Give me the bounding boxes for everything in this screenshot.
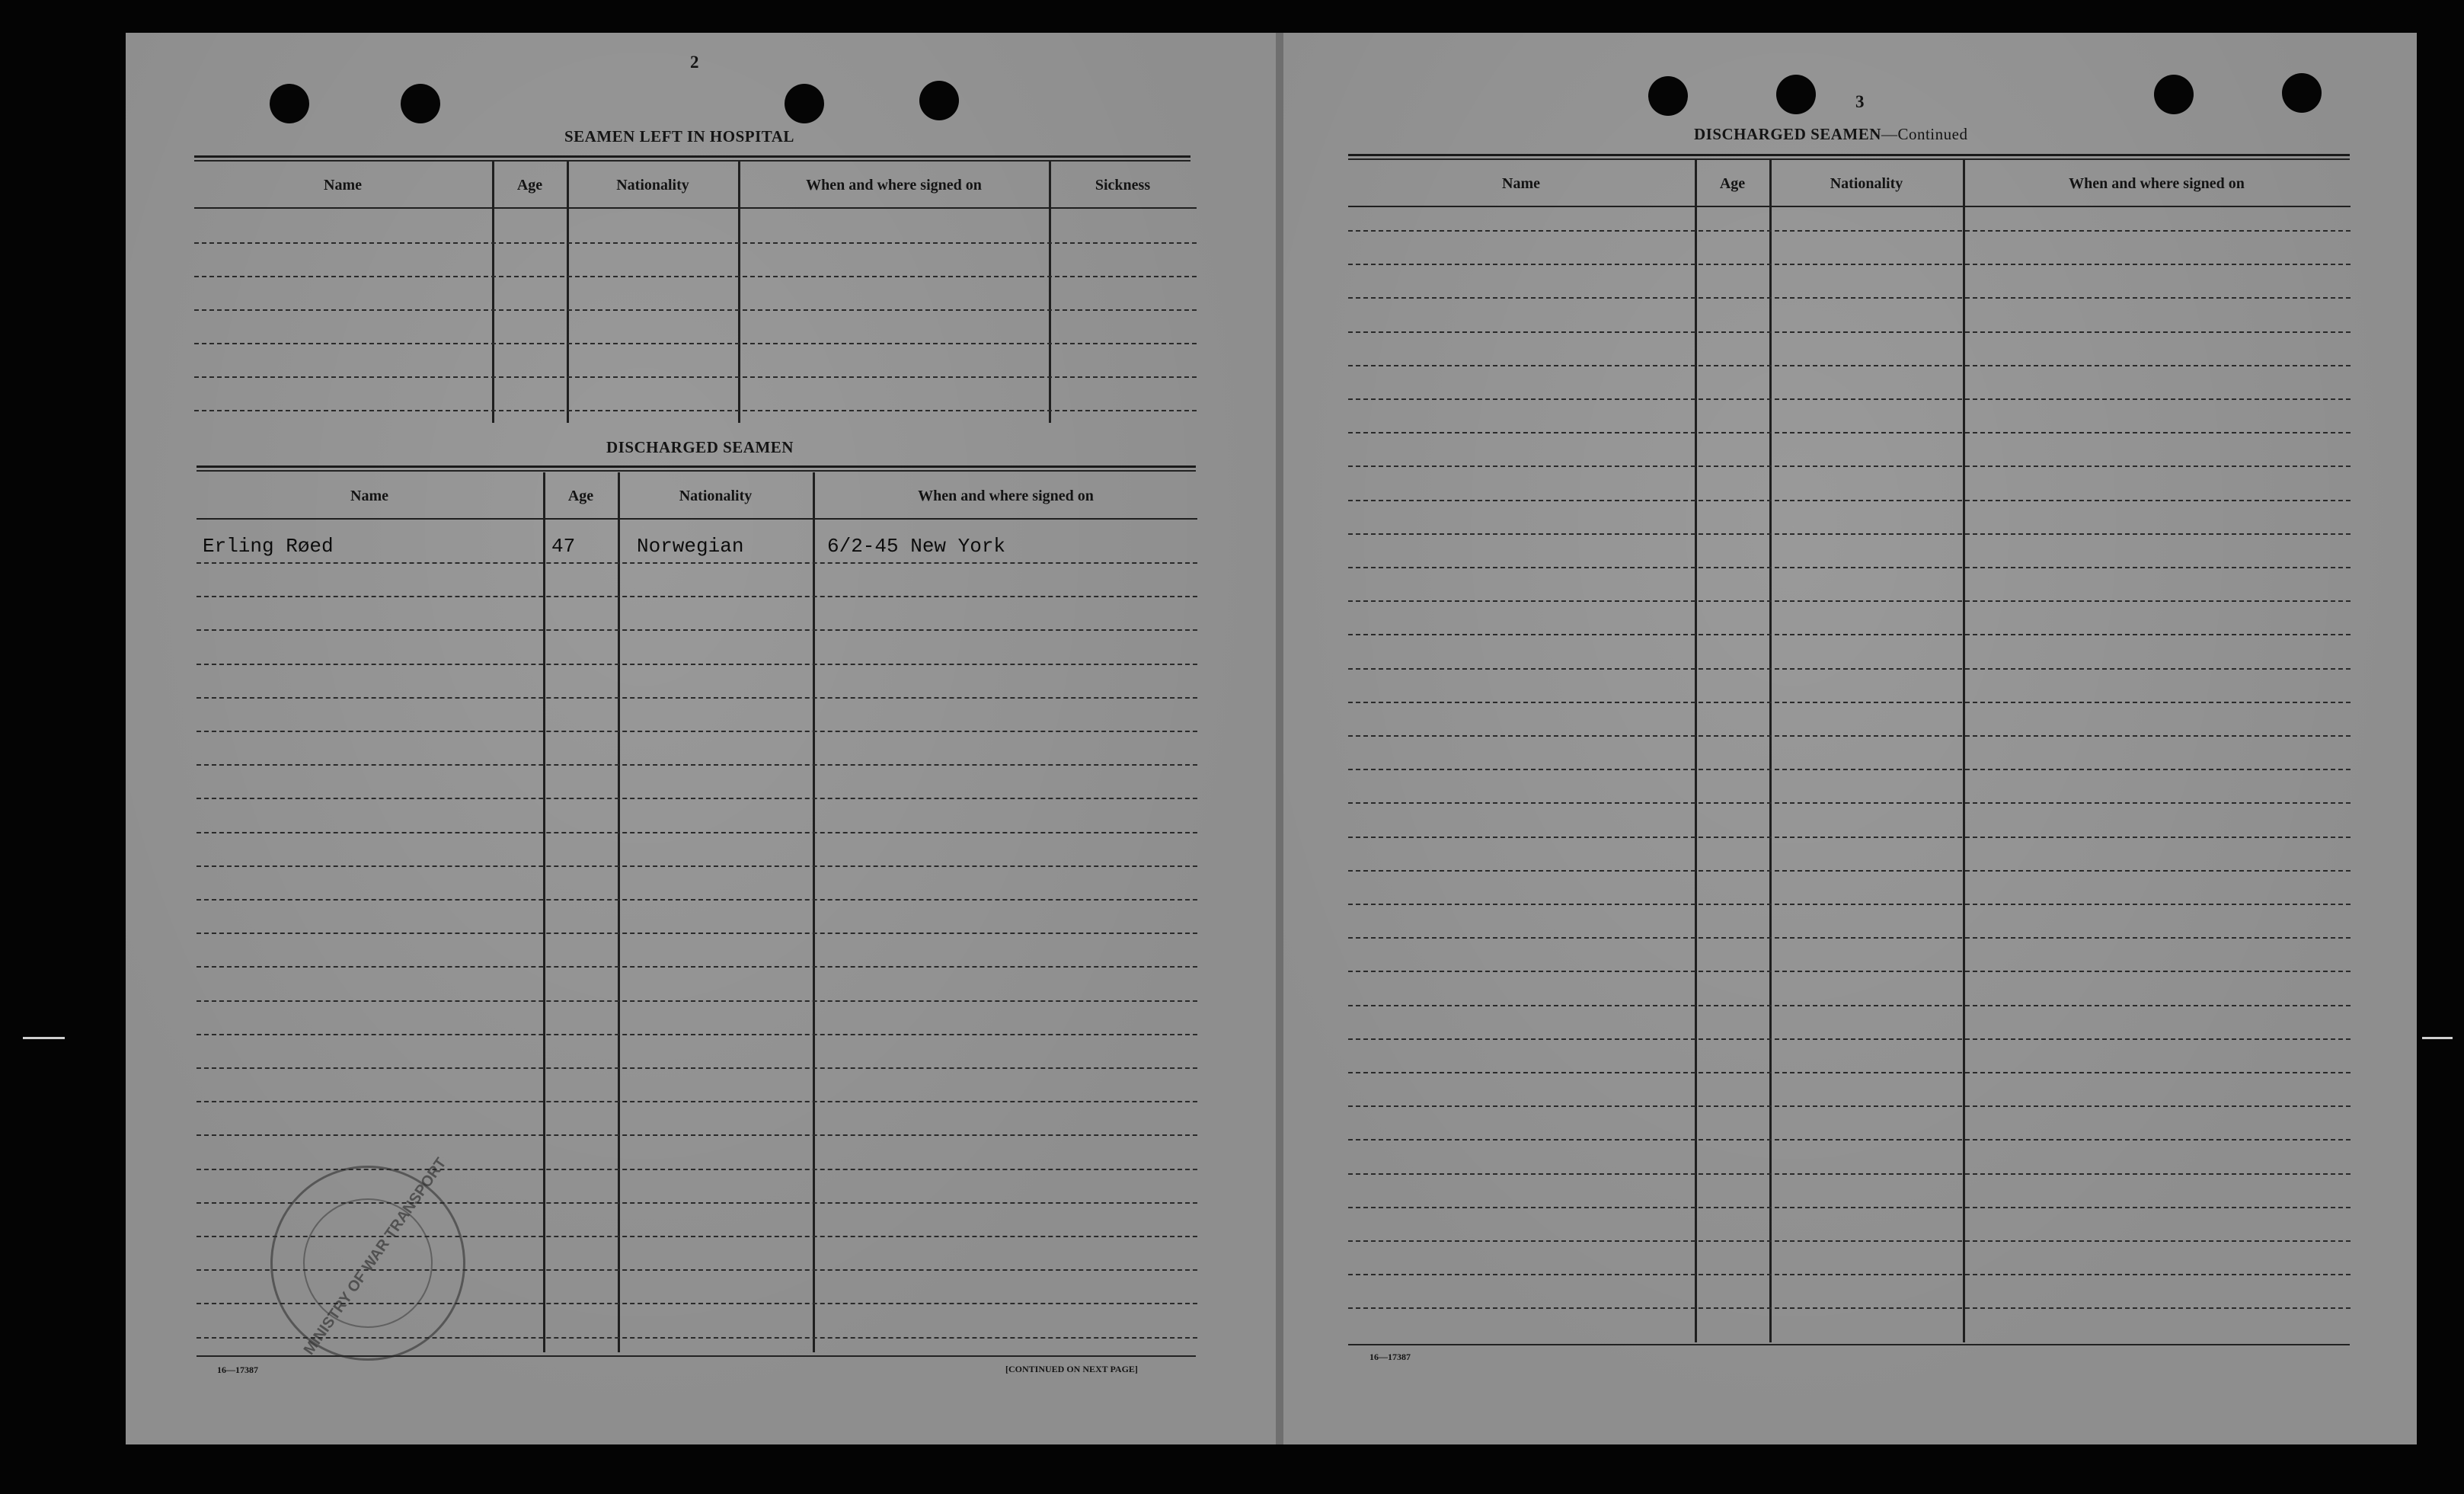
- row-line: [1348, 500, 2351, 501]
- column-header-name: Name: [1502, 175, 1540, 192]
- section-rule: [197, 465, 1196, 468]
- column-divider: [1049, 162, 1051, 423]
- row-line: [1348, 1139, 2351, 1140]
- row-line: [1348, 904, 2351, 905]
- row-line: [1348, 230, 2351, 232]
- row-line: [1348, 1173, 2351, 1175]
- stamp-text: MINISTRY OF WAR TRANSPORT: [300, 1154, 450, 1358]
- row-line: [194, 242, 1197, 244]
- official-stamp: [270, 1154, 465, 1361]
- column-header-nationality: Nationality: [679, 488, 753, 504]
- section-title-suffix: —Continued: [1881, 125, 1968, 143]
- page-fold: [1276, 33, 1283, 1444]
- punch-hole: [785, 84, 824, 123]
- row-line: [1348, 1307, 2351, 1309]
- column-header-sickness: Sickness: [1095, 177, 1151, 194]
- column-header-name: Name: [324, 177, 362, 194]
- typed-age: 47: [551, 535, 576, 558]
- row-line: [197, 697, 1197, 699]
- row-line: [194, 376, 1197, 378]
- column-header-nationality: Nationality: [1830, 175, 1903, 192]
- row-line: [1348, 668, 2351, 670]
- column-divider: [567, 162, 569, 423]
- typed-nationality: Norwegian: [637, 535, 744, 558]
- row-line: [197, 1034, 1197, 1035]
- section-title-main: DISCHARGED SEAMEN: [1694, 125, 1881, 143]
- column-header-name: Name: [350, 488, 388, 504]
- row-line: [194, 410, 1197, 411]
- typed-name: Erling Røed: [203, 535, 334, 558]
- column-divider: [738, 162, 740, 423]
- row-line: [194, 276, 1197, 277]
- column-header-signed-on: When and where signed on: [806, 177, 982, 194]
- row-line: [1348, 533, 2351, 535]
- row-line: [197, 1000, 1197, 1002]
- row-line: [1348, 331, 2351, 333]
- section-rule: [197, 470, 1196, 472]
- punch-hole: [1648, 76, 1688, 116]
- row-line: [1348, 634, 2351, 635]
- row-line: [1348, 1105, 2351, 1107]
- header-underline: [194, 207, 1197, 209]
- form-number: 16—17387: [217, 1364, 258, 1375]
- continued-note: [CONTINUED ON NEXT PAGE]: [1005, 1364, 1138, 1374]
- punch-hole: [919, 81, 959, 120]
- section-title-discharged: DISCHARGED SEAMEN: [606, 438, 794, 456]
- column-header-age: Age: [1719, 175, 1746, 192]
- row-line: [197, 933, 1197, 934]
- row-line: [1348, 1274, 2351, 1275]
- column-divider: [1963, 160, 1965, 1342]
- row-line: [197, 596, 1197, 597]
- header-underline: [1348, 206, 2351, 207]
- row-line: [197, 764, 1197, 766]
- row-line: [1348, 837, 2351, 838]
- column-header-signed-on: When and where signed on: [2069, 175, 2245, 192]
- section-rule: [1348, 1344, 2350, 1345]
- section-rule: [194, 155, 1190, 158]
- row-line: [1348, 600, 2351, 602]
- row-line: [1348, 264, 2351, 265]
- section-title-hospital: SEAMEN LEFT IN HOSPITAL: [564, 127, 794, 146]
- row-line: [197, 731, 1197, 732]
- row-line: [197, 832, 1197, 833]
- row-line: [1348, 567, 2351, 568]
- header-underline: [197, 518, 1197, 520]
- row-line: [194, 343, 1197, 344]
- punch-hole: [270, 84, 309, 123]
- row-line: [1348, 769, 2351, 770]
- punch-hole: [1776, 75, 1816, 114]
- column-divider: [618, 472, 620, 1352]
- page-number: 3: [1855, 92, 1865, 111]
- punch-hole: [401, 84, 440, 123]
- row-line: [197, 798, 1197, 799]
- row-line: [1348, 802, 2351, 804]
- column-divider: [1695, 160, 1697, 1342]
- row-line: [1348, 1005, 2351, 1006]
- row-line: [197, 865, 1197, 867]
- row-line: [197, 664, 1197, 665]
- column-header-nationality: Nationality: [616, 177, 689, 194]
- column-divider: [1769, 160, 1772, 1342]
- column-header-age: Age: [567, 488, 594, 504]
- column-divider: [492, 162, 494, 423]
- row-line: [1348, 870, 2351, 872]
- row-line: [1348, 1207, 2351, 1208]
- row-line: [1348, 971, 2351, 972]
- row-line: [197, 1134, 1197, 1136]
- row-line: [1348, 1072, 2351, 1073]
- column-header-age: Age: [516, 177, 543, 194]
- column-divider: [543, 472, 545, 1352]
- row-line: [1348, 398, 2351, 400]
- row-line: [197, 629, 1197, 631]
- row-line: [197, 562, 1197, 564]
- discharged-continued-table: [1348, 160, 2351, 1342]
- row-line: [194, 309, 1197, 311]
- row-line: [1348, 702, 2351, 703]
- row-line: [1348, 1240, 2351, 1242]
- page-number: 2: [690, 53, 699, 72]
- edge-mark: [23, 1037, 65, 1039]
- section-rule: [1348, 154, 2350, 156]
- row-line: [1348, 1038, 2351, 1040]
- column-header-signed-on: When and where signed on: [918, 488, 1094, 504]
- row-line: [1348, 465, 2351, 467]
- typed-signed-on: 6/2-45 New York: [827, 535, 1006, 558]
- row-line: [197, 1101, 1197, 1102]
- row-line: [1348, 937, 2351, 939]
- row-line: [197, 899, 1197, 901]
- section-title-discharged-continued: [1694, 125, 1967, 144]
- row-line: [197, 966, 1197, 968]
- row-line: [197, 1067, 1197, 1069]
- row-line: [1348, 365, 2351, 366]
- hospital-table: [194, 162, 1197, 423]
- punch-hole: [2282, 73, 2322, 113]
- edge-mark: [2422, 1037, 2453, 1039]
- row-line: [1348, 735, 2351, 737]
- punch-hole: [2154, 75, 2194, 114]
- column-divider: [813, 472, 815, 1352]
- row-line: [1348, 297, 2351, 299]
- row-line: [1348, 432, 2351, 433]
- form-number: 16—17387: [1369, 1352, 1411, 1362]
